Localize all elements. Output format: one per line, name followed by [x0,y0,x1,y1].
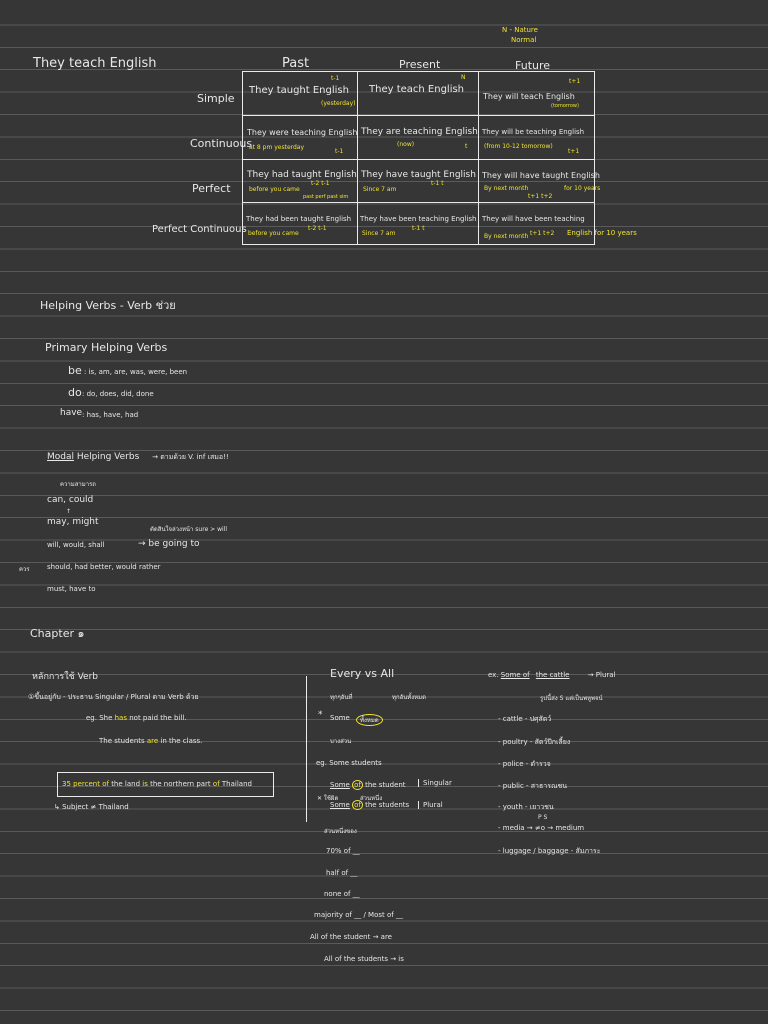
cell-past-perfect-continuous: They had been taught English before you came t-2 t-1 [246,215,352,237]
going-to: → be going to [138,539,200,549]
cell-present-perfect: They have taught English Since 7 am t-1 t [361,170,476,193]
modal-title: Modal Helping Verbs → ตามด้วย V. inf เสมอ!! [47,452,229,462]
column-header-future: Future [515,59,551,72]
cell-past-perfect: They had taught English before you came t-2 t-1 past perf past sim [247,170,357,200]
cell-past-simple: They taught English t-1 (yesterday) [249,75,356,107]
noun-cattle: - cattle - ปศุสัตว์ [498,715,552,723]
modal-may: may, might [47,517,99,527]
modal-should: should, had better, would rather [47,563,161,571]
chapter-title: Chapter ๑ [30,627,85,640]
primary-verb-do: do [68,386,82,399]
partial-note: ส่วนหนึ่ง [360,795,383,802]
some-of-student: Some of the student [330,781,406,789]
item-half: half of __ [326,869,358,877]
row-label-perfect: Perfect [192,182,231,195]
noun-police: - police - ตำรวจ [498,760,551,768]
some-circled: ทั้งหมด [356,714,383,726]
item-none: none of __ [324,890,360,898]
every-note: ทุกๆอันที่ [330,694,353,701]
primary-forms-do: : do, does, did, done [82,390,154,398]
cell-future-continuous: They will be teaching English (from 10-12 tomorrow) t+1 [482,128,585,155]
example-two: The students are in the class. [99,737,203,745]
some-star: * [318,710,323,720]
item-majority: majority of __ / Most of __ [314,911,403,919]
cell-past-continuous: They were teaching English at 8 pm yesterday t-1 [247,128,358,155]
noun-poultry: - poultry - สัตว์ปีกเลี้ยง [498,738,571,746]
cell-future-perfect-continuous: They will have been teaching By next month t+1 t+2 [482,215,585,240]
corner-note-line1: N - Nature [502,26,538,34]
noun-public: - public - สาธารณชน [498,782,567,790]
primary-verb-be: be [68,364,82,377]
going-to-note: ตัดสินใจล่วงหน้า sure > will [150,526,228,533]
percent-example: 35 percent of the land is the northern part of Thailand [62,780,252,788]
subject-verb-title: หลักการใช้ Verb [32,672,99,682]
item-all-students: All of the students → is [324,955,404,963]
singular-label: Singular [418,779,452,787]
primary-forms-be: : is, am, are, was, were, been [84,368,188,376]
future-perfect-continuous-extra: English for 10 years [567,229,637,237]
some-students-example: eg. Some students [316,759,382,767]
modal-side-label: ควร [19,566,30,573]
item-all-student: All of the student → are [310,933,392,941]
cell-future-simple: They will teach English t+1 (tomorrow) [483,78,581,109]
all-note: ทุกอันทั้งหมด [392,694,426,701]
part-of-note: ส่วนหนึ่งของ [324,828,357,835]
some-note: บางส่วน [330,738,352,745]
item-70-percent: 70% of __ [326,847,360,855]
modal-will: will, would, shall [47,541,105,549]
column-header-past: Past [282,56,310,71]
primary-verb-have: have [60,408,83,418]
noun-luggage: - luggage / baggage - สัมภาระ [498,847,601,855]
modal-small-note: ความสามารถ [60,481,96,488]
modal-may-mark: ↑ [66,508,72,515]
some-of-students: Some of the students [330,801,410,809]
cell-present-perfect-continuous: They have been teaching English Since 7 am t-1 t [360,215,477,237]
noun-media: - media → ≠o → medium [498,824,585,832]
tense-table [242,71,601,245]
column-divider [306,676,307,822]
row-label-continuous: Continuous [190,137,253,150]
modal-must: must, have to [47,585,96,593]
plural-label: Plural [418,801,443,809]
primary-helping-title: Primary Helping Verbs [45,341,168,354]
media-marks: P S [538,814,548,821]
column-header-present: Present [399,58,441,71]
example-one: eg. She has not paid the bill. [86,714,187,722]
row-label-simple: Simple [197,92,235,105]
every-vs-all-title: Every vs All [330,667,395,680]
noun-youth: - youth - เยาวชน [498,803,554,811]
helping-verbs-title: Helping Verbs - Verb ช่วย [40,299,176,312]
cell-future-perfect: They will have taught English By next month t+1 t+2 for 10 years [482,171,601,200]
corner-note-line2: Normal [511,36,537,44]
rule-one: ①ขึ้นอยู่กับ - ประธาน Singular / Plural ตาม Verb ด้วย [28,693,199,701]
page-heading: They teach English [33,56,157,71]
some-word: Some [330,714,350,722]
modal-can: can, could [47,495,94,505]
wrong-use-note: ✕ ใช้ผิด [317,795,339,802]
cattle-example: ex. Some of the cattle → Plural [488,671,616,679]
cattle-note: รูปนี้ส่ง S แต่เป็นพหูพจน์ [540,695,603,702]
row-label-perfect-continuous: Perfect Continuous [152,224,247,235]
primary-forms-have: : has, have, had [82,411,139,419]
cell-present-simple: They teach English N [369,74,466,95]
subject-note: ↳ Subject ≠ Thailand [54,803,129,811]
cell-present-continuous: They are teaching English (now) t [361,127,478,150]
